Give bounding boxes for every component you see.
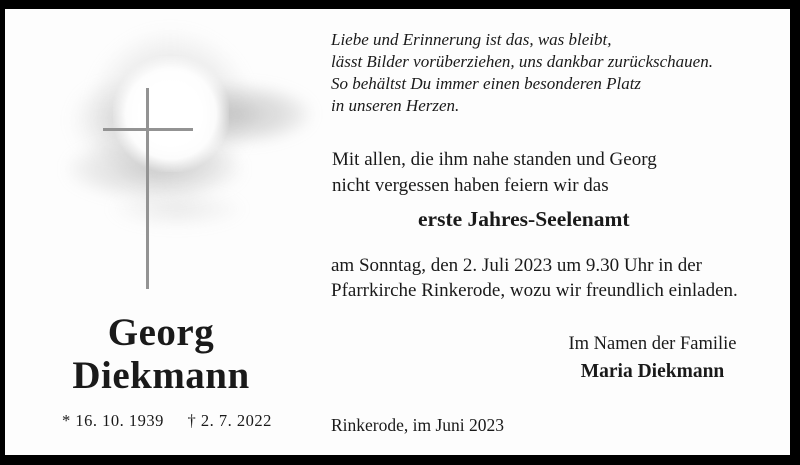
cross-horizontal-bar bbox=[103, 128, 193, 131]
details-line: am Sonntag, den 2. Juli 2023 um 9.30 Uhr in der bbox=[331, 255, 702, 276]
intro-line: nicht vergessen haben feiern wir das bbox=[332, 175, 609, 196]
deceased-first-name: Georg bbox=[107, 311, 215, 354]
deceased-name bbox=[30, 311, 292, 397]
life-dates bbox=[62, 411, 272, 431]
death-date: † 2. 7. 2022 bbox=[187, 411, 272, 430]
poem-line: Liebe und Erinnerung ist das, was bleibt, bbox=[331, 30, 612, 49]
invitation-intro bbox=[332, 147, 657, 199]
family-closing bbox=[540, 331, 765, 385]
deceased-last-name: Diekmann bbox=[72, 354, 250, 397]
moon-glow-shape bbox=[113, 56, 229, 172]
invitation-details bbox=[331, 253, 738, 303]
poem-line: So behältst Du immer einen besonderen Platz bbox=[331, 74, 642, 93]
family-signature: Maria Diekmann bbox=[580, 361, 725, 382]
poem-line: in unseren Herzen. bbox=[331, 96, 460, 115]
family-line: Im Namen der Familie bbox=[568, 334, 737, 354]
cloud-wisp-shape bbox=[107, 189, 247, 229]
poem-line: lässt Bilder vorüberziehen, uns dankbar zurückschauen. bbox=[331, 52, 713, 71]
intro-line: Mit allen, die ihm nahe standen und Georg bbox=[332, 149, 657, 170]
cross-vertical-bar bbox=[146, 88, 149, 289]
birth-date: * 16. 10. 1939 bbox=[62, 411, 164, 430]
details-line: Pfarrkirche Rinkerode, wozu wir freundlich einladen. bbox=[331, 280, 738, 301]
place-date-line: Rinkerode, im Juni 2023 bbox=[331, 415, 505, 435]
poem-block bbox=[331, 29, 713, 117]
event-title: erste Jahres-Seelenamt bbox=[418, 207, 630, 231]
